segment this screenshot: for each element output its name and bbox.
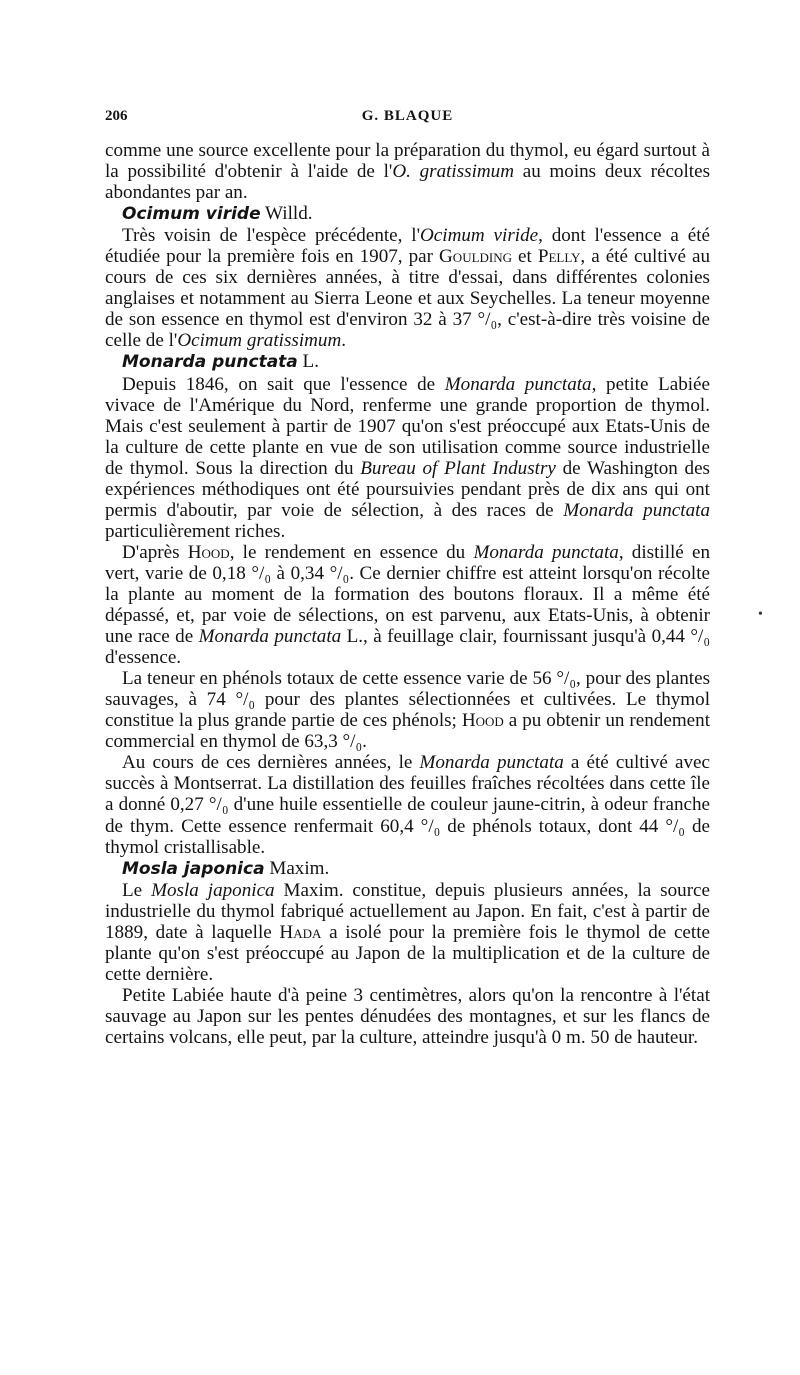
italic-text: Bureau of Plant Industry [360,457,556,479]
paragraph [105,880,710,985]
italic-text: Ocimum viride [420,225,539,247]
text-run: L., à feuillage clair, fournissant jusqu'à 0,44 °/₀ d'essence. [105,626,710,669]
text-run: Petite Labiée haute d'à peine 3 centimètres, alors qu'on la rencontre à l'état sauvage au Japon sur les pentes dénudées des montagnes, et sur les flancs de certains volcans, elle peut, par la culture, atteindre jusqu'à 0 m. 50 de hauteur. [105,984,710,1048]
italic-text: Monarda punctata [473,541,619,563]
text-run: , distillé en vert, varie de 0,18 °/₀ à 0,34 °/₀. Ce dernier chiffre est atteint lorsqu'on récolte la plante au moment de la formation des boutons floraux. Il a même été dépassé, et, par voie de sélections, on est parvenu, aux Etats-Unis, à obtenir une race de [105,541,710,648]
italic-text: Monarda punctata [198,626,342,648]
page-header [105,108,710,132]
text-run: a isolé pour la première fois le thymol de cette plante qu'on s'est préoccupé au Japon de la multiplication et de la culture de cette dernière. [105,921,710,985]
body-text [105,140,710,1048]
italic-text: Mosla japonica [151,879,275,901]
author-name: Hada [279,921,322,943]
text-run: comme une source excellente pour la préparation du thymol, eu égard surtout à la possibilité d'obtenir à l'aide de l' [105,140,710,183]
text-run: de Washington des expériences méthodiques ont été poursuivies pendant près de dix ans qui ont permis d'aboutir, par voie de sélection, à des races de [105,457,710,521]
author-name: Hood [461,710,504,732]
paragraph [105,374,710,542]
italic-text: O. gratissimum [392,161,515,183]
text-run: Le [122,879,152,901]
paragraph [105,985,710,1048]
text-run: a pu obtenir un rendement commercial en thymol de 63,3 °/₀. [105,710,710,753]
text-run: Au cours de ces dernières années, le [122,752,420,774]
author-name: Goulding [439,246,513,268]
italic-text: Monarda punctata [563,499,710,521]
species-authority: Willd. [260,203,313,225]
text-run: au moins deux récoltes abondantes par an. [105,161,710,204]
text-run: La teneur en phénols totaux de cette essence varie de 56 °/₀, pour des plantes sauvages, à 74 °/₀ pour des plantes sélectionnées et cultivées. Le thymol constitue la plus grande partie de ces phénols; [105,668,710,732]
italic-text: Monarda punctata [419,752,564,774]
text-run: D'après [122,541,188,563]
species-heading [105,203,710,225]
text-run: et [512,246,538,268]
paragraph [105,140,710,203]
margin-mark: • [758,607,763,622]
text-run: Depuis 1846, on sait que l'essence de [122,373,445,395]
author-name: Pelly [537,246,581,268]
paragraph [105,542,710,668]
species-name: Mosla japonica [122,858,265,879]
text-run: , a été cultivé au cours de ces six dernières années, à titre d'essai, dans différentes colonies anglaises et notamment au Sierra Leone et aux Seychelles. La teneur moyenne de son essence en thymol est d'environ 32 à 37 °/₀, c'est-à-dire très voisine de celle de l' [105,246,710,352]
species-heading [105,858,710,880]
text-run: . [341,330,347,352]
text-run: , petite Labiée vivace de l'Amérique du Nord, renferme une grande proportion de thymol. Mais c'est seulement à partir de 1907 qu'on s'est préoccupé aux Etats-Unis de la culture de cette plante en vue de son utilisation comme source industrielle de thymol. Sous la direction du [105,373,711,479]
species-authority: L. [297,351,319,373]
paragraph [105,668,710,752]
paragraph [105,225,710,351]
paragraph [105,752,710,857]
text-run: , dont l'essence a été étudiée pour la première fois en 1907, par [105,225,710,268]
italic-text: Monarda punctata [444,373,592,395]
species-name: Ocimum viride [122,204,261,225]
text-run: Très voisin de l'espèce précédente, l' [122,225,421,247]
text-run: Maxim. constitue, depuis plusieurs années, la source industrielle du thymol fabriqué actuellement au Japon. En fait, c'est à partir de 1889, date à laquelle [105,879,711,943]
running-head-author: G. BLAQUE [361,108,454,124]
species-name: Monarda punctata [122,352,298,373]
species-authority: Maxim. [264,857,330,879]
author-name: Hood [187,541,230,563]
text-run: , le rendement en essence du [229,541,474,563]
text-run: a été cultivé avec succès à Montserrat. La distillation des feuilles fraîches récoltées dans cette île a donné 0,27 °/₀ d'une huile essentielle de couleur jaune-citrin, à odeur franche de thym. Cette essence renfermait 60,4 °/₀ de phénols totaux, dont 44 °/₀ de thymol cristallisable. [105,752,710,858]
text-run: particulièrement riches. [105,520,286,542]
species-heading [105,351,710,373]
page-number: 206 [105,108,128,124]
italic-text: Ocimum gratissimum [177,330,342,352]
